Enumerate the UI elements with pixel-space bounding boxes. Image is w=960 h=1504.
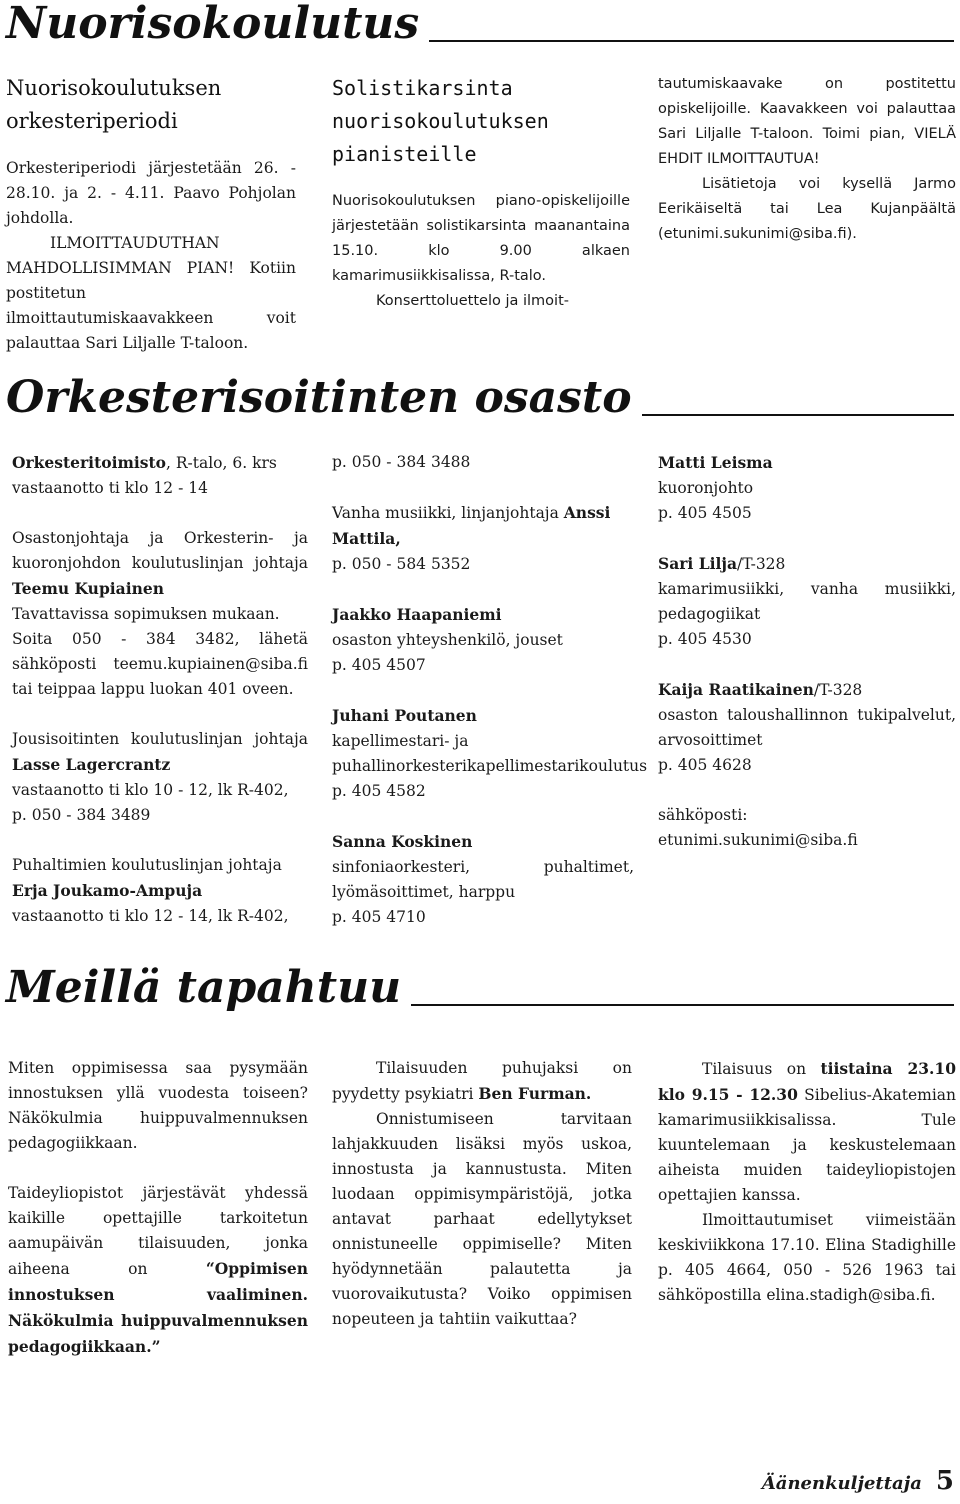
office-name: Orkesteritoimisto	[12, 453, 166, 472]
section-heading-meilla-tapahtuu	[6, 962, 954, 1013]
office-info	[12, 450, 308, 476]
paragraph	[332, 1056, 632, 1107]
role-text: Osastonjohtaja ja Orkesterin- ja kuoronjohdon koulutuslinjan johtaja	[12, 529, 308, 572]
speaker-name: Ben Furman.	[478, 1084, 592, 1103]
person-name: Sari Lilja	[658, 554, 738, 573]
early-music-head	[332, 500, 634, 552]
person-name: Anssi Mattila,	[332, 503, 611, 548]
role-text: Puhaltimien koulutuslinjan johtaja	[12, 856, 282, 874]
paragraph: Orkesteriperiodi järjestetään 26. - 28.10. ja 2. - 4.11. Paavo Pohjolan johdolla.	[6, 159, 296, 227]
person-name	[12, 878, 308, 904]
role-text: Vanha musiikki, linjanjohtaja	[332, 504, 564, 522]
paragraph: Soita 050 - 384 3482, lähetä sähköposti teemu.kupiainen@siba.fi tai teippaa lappu luokan 401 oveen.	[12, 630, 308, 698]
phone: p. 050 - 384 3489	[12, 806, 151, 824]
phone: p. 405 4507	[332, 656, 426, 674]
room: /T-328	[737, 555, 786, 573]
heading-text: Orkesterisoitinten osasto	[6, 372, 632, 423]
person-name	[332, 829, 634, 855]
room: /T-328	[813, 681, 863, 699]
email-address: etunimi.sukunimi@siba.fi	[658, 831, 858, 849]
paragraph: tautumiskaavake on postitettu opiskelijoille. Kaavakkeen voi palauttaa Sari Liljalle T-taloon. Toimi pian, VIELÄ EHDIT ILMOITTAUTUA!	[658, 76, 956, 167]
paragraph-text: Tilaisuus on	[702, 1060, 821, 1078]
email-label: sähköposti:	[658, 806, 748, 824]
person-name	[332, 602, 634, 628]
paragraph: Miten oppimisessa saa pysymään innostuksen yllä vuodesta toiseen? Näkökulmia huippuvalmennuksen pedagogiikkaan.	[8, 1059, 308, 1152]
ok-column-1	[12, 450, 308, 929]
phone: p. 405 4628	[658, 756, 752, 774]
role-text: osaston taloushallinnon tukipalvelut, arvosoittimet	[658, 706, 956, 749]
person-name: Lasse Lagercrantz	[12, 755, 171, 774]
role-text: kuoronjohto	[658, 479, 754, 497]
office-location: , R-talo, 6. krs	[165, 454, 277, 472]
paragraph: Tavattavissa sopimuksen mukaan.	[12, 605, 280, 623]
person-entry	[658, 677, 956, 703]
person-name-text: Erja Joukamo-Ampuja	[12, 881, 203, 900]
mt-column-3	[658, 1056, 956, 1308]
paragraph-text: Taideyliopistot järjestävät yhdessä kaikille opettajille tarkoitetun aamupäivän tilaisuuden, jonka aiheena on	[8, 1184, 308, 1278]
paragraph: Ilmoittautumiset viimeistään keskiviikkona 17.10. Elina Stadighille p. 405 4664, 050 - 526 1963 tai sähköpostilla elina.stadigh@siba.fi.	[658, 1211, 956, 1304]
role-text: Jousisoitinten koulutuslinjan johtaja	[12, 730, 308, 748]
head-of-department	[12, 526, 308, 602]
nk-column-1	[6, 72, 296, 356]
person-name	[332, 703, 634, 729]
page-number: 5	[935, 1466, 954, 1496]
person-name-text: Juhani Poutanen	[332, 706, 477, 725]
person-name-text: Jaakko Haapaniemi	[332, 605, 502, 624]
office-hours: vastaanotto ti klo 10 - 12, lk R-402,	[12, 781, 289, 799]
article-title: Nuorisokoulutuksen orkesteriperiodi	[6, 76, 222, 133]
paragraph: ILMOITTAUDUTHAN MAHDOLLISIMMAN PIAN! Kotiin postitetun ilmoittautumiskaavakkeen voit palauttaa Sari Liljalle T-taloon.	[6, 234, 296, 352]
publication-name: Äänenkuljettaja	[761, 1473, 922, 1494]
mt-column-2	[332, 1056, 632, 1332]
article-title: Solistikarsinta nuorisokoulutuksen pianisteille	[332, 76, 549, 166]
heading-rule	[411, 1004, 954, 1006]
heading-rule	[642, 414, 954, 416]
event-date: tiistaina 23.10 klo 9.15 - 12.30	[658, 1059, 956, 1104]
section-heading-orkesterisoitinten-osasto	[6, 372, 954, 423]
role-text: kapellimestari- ja puhallinorkesterikapellimestarikoulutus	[332, 732, 648, 775]
section-heading-nuorisokoulutus	[6, 0, 954, 49]
nk-column-2	[332, 72, 630, 314]
paragraph-text: Tilaisuuden puhujaksi on pyydetty psykiatri	[332, 1059, 632, 1103]
phone: p. 405 4582	[332, 782, 426, 800]
role-text: kamarimusiikki, vanha musiikki, pedagogiikat	[658, 580, 956, 623]
paragraph: Onnistumiseen tarvitaan lahjakkuuden lisäksi myös uskoa, innostusta ja kannustusta. Miten luodaan oppimisympäristöjä, jotka antavat parhaat edellytykset onnistuneelle oppimiselle? Miten hyödynnetään palautetta ja vuorovaikutusta? Voiko oppimisen nopeuteen ja tahtiin vaikuttaa?	[332, 1110, 632, 1328]
person-name: Kaija Raatikainen	[658, 680, 814, 699]
phone: p. 050 - 384 3488	[332, 453, 471, 471]
paragraph	[658, 1056, 956, 1208]
event-title: “Oppimisen innostuksen vaaliminen. Näkökulmia huippuvalmennuksen pedagogiikkaan.”	[8, 1259, 308, 1356]
heading-text: Meillä tapahtuu	[6, 962, 402, 1013]
paragraph: Nuorisokoulutuksen piano-opiskelijoille järjestetään solistikarsinta maanantaina 15.10. klo 9.00 alkaen kamarimusiikkisalissa, R-talo.	[332, 193, 630, 284]
office-hours: vastaanotto ti klo 12 - 14, lk R-402,	[12, 907, 289, 925]
phone: p. 405 4530	[658, 630, 752, 648]
phone: p. 405 4505	[658, 504, 752, 522]
mt-column-1	[8, 1056, 308, 1360]
person-entry	[658, 551, 956, 577]
phone: p. 405 4710	[332, 908, 426, 926]
person-name-text: Sanna Koskinen	[332, 832, 473, 851]
office-hours: vastaanotto ti klo 12 - 14	[12, 479, 208, 497]
strings-head	[12, 727, 308, 778]
role-text: osaston yhteyshenkilö, jouset	[332, 631, 563, 649]
heading-text: Nuorisokoulutus	[6, 0, 420, 49]
paragraph	[8, 1181, 308, 1360]
paragraph: Konserttoluettelo ja ilmoit-	[376, 293, 569, 309]
ok-column-3	[658, 450, 956, 853]
person-name: Teemu Kupiainen	[12, 579, 165, 598]
page-footer	[762, 1466, 954, 1496]
ok-column-2	[332, 450, 648, 930]
paragraph-text: Sibelius-Akatemian kamarimusiikkisalissa. Tule kuuntelemaan ja keskustelemaan aiheista muiden taideyliopistojen opettajien kanssa.	[658, 1086, 957, 1204]
heading-rule	[429, 40, 954, 42]
role-text: sinfoniaorkesteri, puhaltimet, lyömäsoittimet, harppu	[332, 858, 634, 901]
phone: p. 050 - 584 5352	[332, 555, 471, 573]
nk-column-3	[658, 72, 956, 247]
person-name	[658, 450, 956, 476]
paragraph: Lisätietoja voi kysellä Jarmo Eerikäiseltä tai Lea Kujanpäältä (etunimi.sukunimi@siba.fi).	[658, 176, 956, 242]
person-name-text: Matti Leisma	[658, 453, 773, 472]
